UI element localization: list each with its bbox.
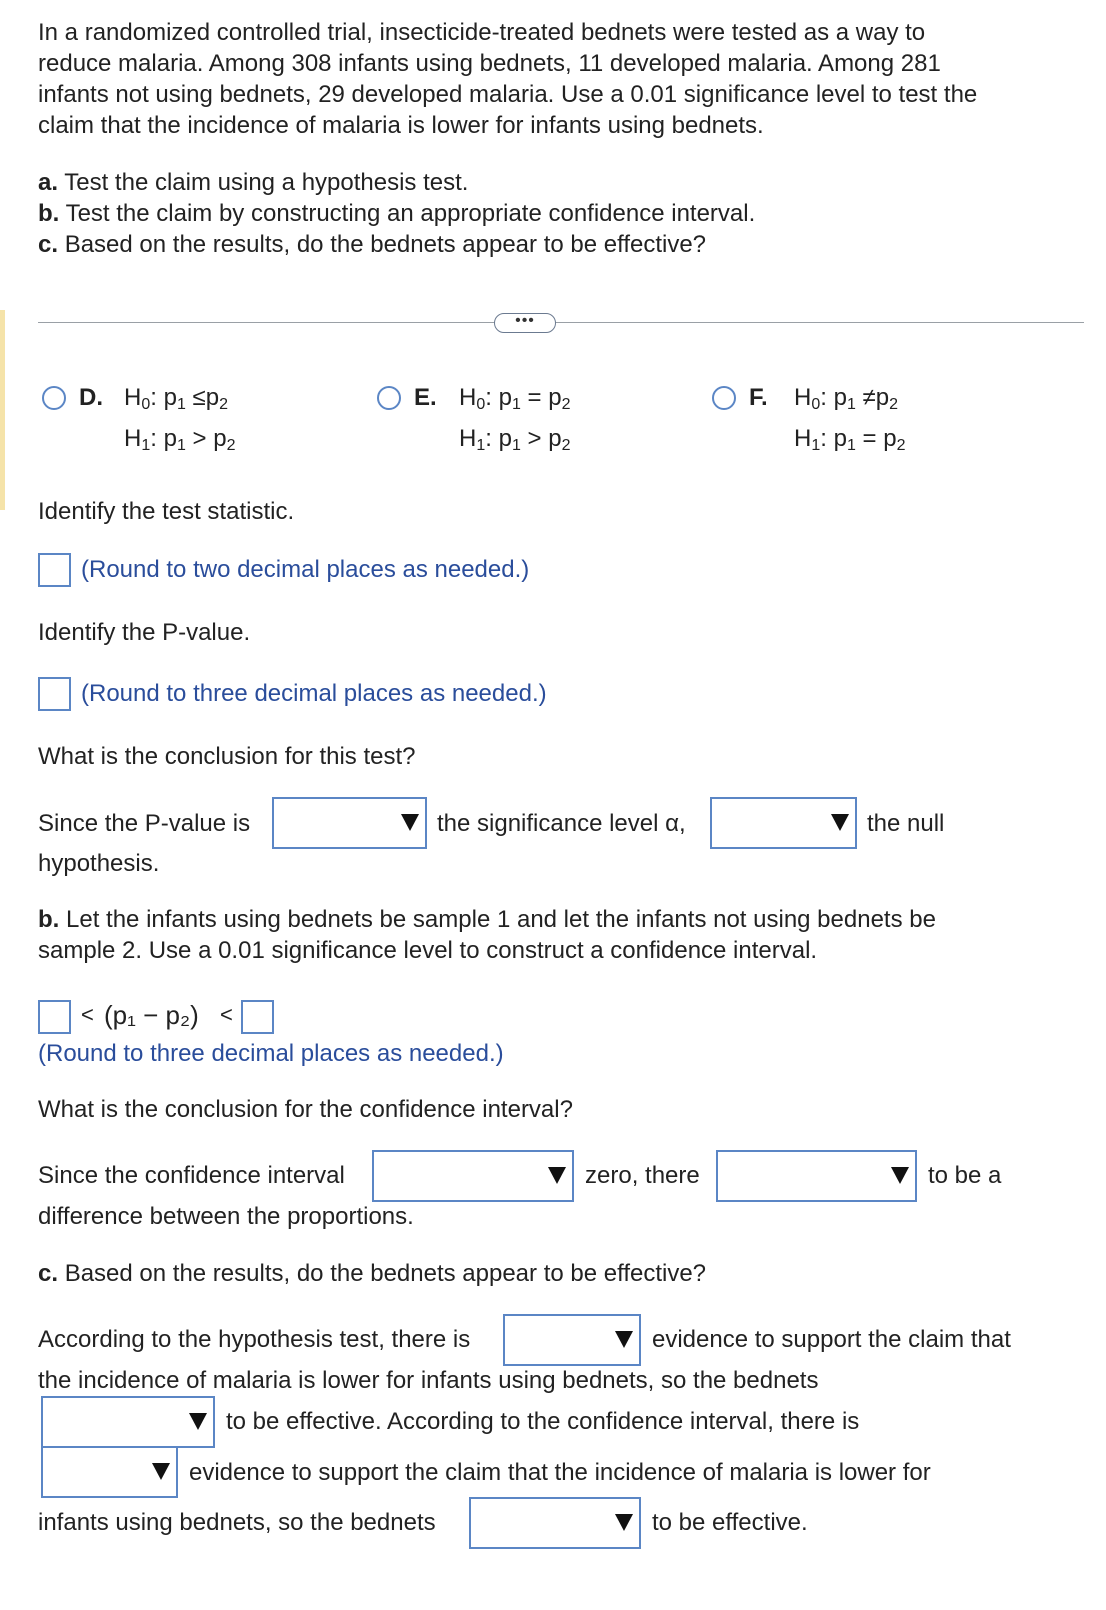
problem-line-3: infants not using bednets, 29 developed malaria. Use a 0.01 significance level to test the (38, 81, 978, 108)
effectiveness-text-7: to be effective. (652, 1509, 808, 1536)
part-b-line-2: sample 2. Use a 0.01 significance level to construct a confidence interval. (38, 937, 818, 964)
ci-conclusion-text-2: zero, there (585, 1162, 700, 1189)
ci-less-than-1: < (81, 1002, 94, 1027)
problem-line-1: In a randomized controlled trial, insecticide-treated bednets were tested as a way to (38, 19, 926, 46)
test-conclusion-text-2: the significance level α, (437, 810, 686, 837)
option-e-h0-relation: = (527, 384, 542, 411)
hypothesis-effective-dropdown[interactable] (41, 1396, 215, 1448)
test-statistic-hint: (Round to two decimal places as needed.) (81, 556, 530, 583)
effectiveness-text-3: the incidence of malaria is lower for infants using bednets, so the bednets (38, 1367, 819, 1394)
left-accent-bar (0, 310, 5, 510)
ci-conclusion-prompt: What is the conclusion for the confidence interval? (38, 1096, 573, 1123)
part-c-question: c. Based on the results, do the bednets appear to be effective? (38, 1260, 707, 1287)
part-c-text: Based on the results, do the bednets appear to be effective? (64, 231, 707, 258)
option-e-h1: $H_1$: $p_1 > p_2$ (459, 425, 571, 454)
test-conclusion-prompt: What is the conclusion for this test? (38, 743, 416, 770)
effectiveness-text-5: evidence to support the claim that the incidence of malaria is lower for (189, 1459, 931, 1486)
dropdown-arrow-icon (152, 1463, 170, 1480)
option-f-h1-relation: = (862, 425, 877, 452)
part-c-label: c. (38, 231, 59, 258)
test-conclusion-text-3: the null (867, 810, 945, 837)
part-b-label: b. (38, 200, 60, 227)
option-f-h0: $H_0$: $p_1 \ne p_2$ (794, 384, 898, 413)
option-f-h1: $H_1$: $p_1 = p_2$ (794, 425, 906, 454)
option-f-letter: F. (749, 384, 768, 411)
ci-evidence-dropdown[interactable] (41, 1446, 178, 1498)
ci-upper-input[interactable] (241, 1000, 274, 1034)
option-e-letter: E. (414, 384, 437, 411)
section-divider (38, 322, 1084, 323)
p-value-prompt: Identify the P-value. (38, 619, 251, 646)
null-decision-dropdown[interactable] (710, 797, 857, 849)
ci-conclusion-text-4: difference between the proportions. (38, 1203, 414, 1230)
ci-difference-dropdown[interactable] (716, 1150, 917, 1202)
option-d-h1: $H_1$: $p_1 > p_2$ (124, 425, 236, 454)
test-conclusion-text-4: hypothesis. (38, 850, 160, 877)
part-a-text: Test the claim using a hypothesis test. (64, 169, 469, 196)
ci-conclusion-text-1: Since the confidence interval (38, 1162, 345, 1189)
ci-zero-dropdown[interactable] (372, 1150, 574, 1202)
option-f-radio[interactable] (712, 386, 736, 410)
ci-conclusion-text-3: to be a (928, 1162, 1002, 1189)
hypothesis-evidence-dropdown[interactable] (503, 1314, 641, 1366)
ci-hint: (Round to three decimal places as needed.) (38, 1040, 504, 1067)
option-d-h1-relation: > (192, 425, 207, 452)
effectiveness-text-6: infants using bednets, so the bednets (38, 1509, 436, 1536)
part-a-label: a. (38, 169, 59, 196)
dropdown-arrow-icon (548, 1167, 566, 1184)
problem-line-2: reduce malaria. Among 308 infants using bednets, 11 developed malaria. Among 281 (38, 50, 941, 77)
option-e-h1-relation: > (527, 425, 542, 452)
part-b-line-1: b. Let the infants using bednets be sample 1 and let the infants not using bednets be (38, 906, 936, 933)
dropdown-arrow-icon (401, 814, 419, 831)
part-c-instruction (38, 233, 706, 257)
part-a-instruction (38, 171, 468, 195)
option-e-h0: $H_0$: $p_1 = p_2$ (459, 384, 571, 413)
ci-effective-dropdown[interactable] (469, 1497, 641, 1549)
dropdown-arrow-icon (831, 814, 849, 831)
test-statistic-input[interactable] (38, 553, 71, 587)
problem-line-4: claim that the incidence of malaria is lower for infants using bednets. (38, 112, 764, 139)
dropdown-arrow-icon (615, 1331, 633, 1348)
option-d-radio[interactable] (42, 386, 66, 410)
effectiveness-text-1: According to the hypothesis test, there is (38, 1326, 471, 1353)
option-d-letter: D. (79, 384, 103, 411)
effectiveness-text-2: evidence to support the claim that (652, 1326, 1011, 1353)
option-f-h0-relation: ≠ (862, 384, 876, 411)
more-button[interactable]: ••• (494, 313, 556, 333)
dropdown-arrow-icon (189, 1413, 207, 1430)
option-e-radio[interactable] (377, 386, 401, 410)
effectiveness-text-4: to be effective. According to the confidence interval, there is (226, 1408, 860, 1435)
option-d-h0-relation: ≤ (192, 384, 206, 411)
ci-lower-input[interactable] (38, 1000, 71, 1034)
dropdown-arrow-icon (891, 1167, 909, 1184)
test-conclusion-text-1: Since the P-value is (38, 810, 251, 837)
ci-less-than-2: < (220, 1002, 233, 1027)
dropdown-arrow-icon (615, 1514, 633, 1531)
p-value-hint: (Round to three decimal places as needed.) (81, 680, 547, 707)
p-value-input[interactable] (38, 677, 71, 711)
part-b-text: Test the claim by constructing an appropriate confidence interval. (65, 200, 756, 227)
ci-interval-expression: (p₁ − p₂) (104, 1000, 199, 1030)
option-d-h0: $H_0$: $p_1 \le p_2$ (124, 384, 228, 413)
part-b-instruction (38, 202, 755, 226)
test-statistic-prompt: Identify the test statistic. (38, 498, 295, 525)
pvalue-comparison-dropdown[interactable] (272, 797, 427, 849)
